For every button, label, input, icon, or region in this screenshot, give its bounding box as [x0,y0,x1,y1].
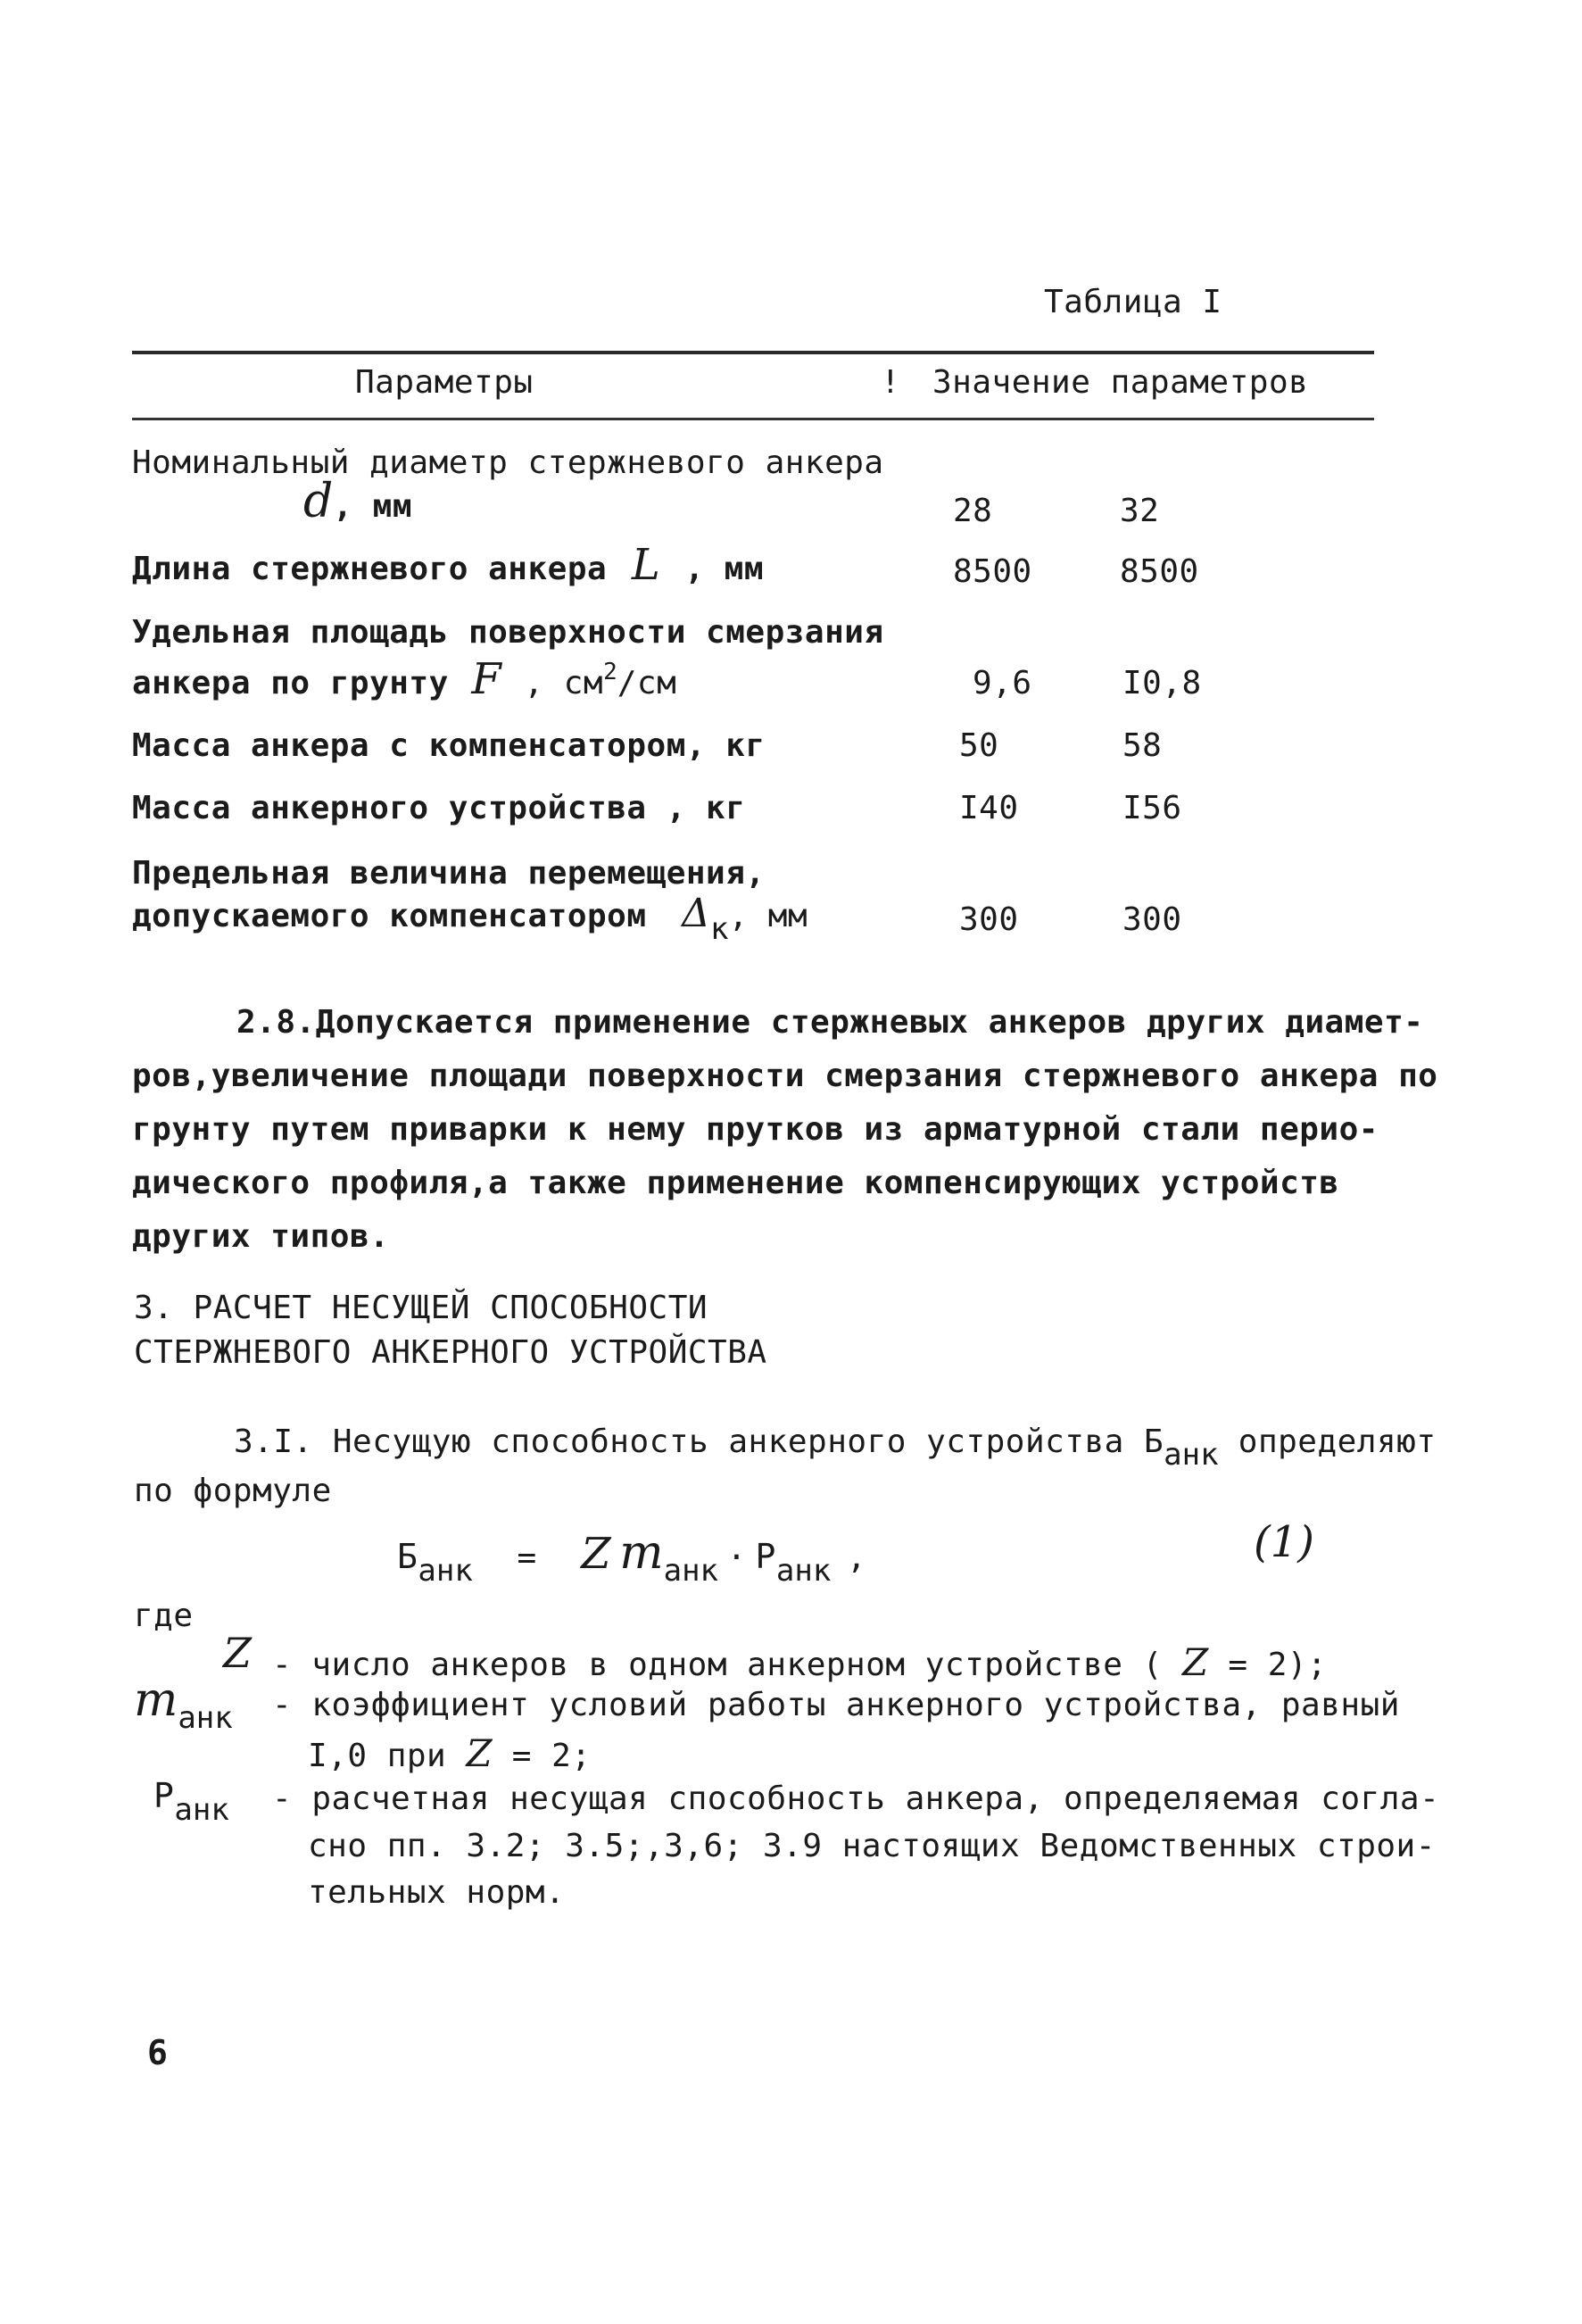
page-number: 6 [147,2033,169,2072]
row-device-mass-value-2: I56 [1122,790,1182,826]
para-3-1-text-a: 3.I. Несущую способность анкерного устройства Б [234,1423,1164,1460]
diameter-symbol: d [303,475,334,528]
para-2-8-line-3: грунту путем приварки к нему прутков из арматурной стали перио- [132,1111,1379,1148]
table-top-rule [132,351,1374,354]
row-diameter-unit-line [303,475,412,528]
where-p-desc-line-2: сно пп. 3.2; 3.5;,3,6; 3.9 настоящих Ведомственных строи- [308,1828,1436,1864]
where-p-symbol: P [153,1776,175,1815]
where-z-desc-a: - число анкеров в одном анкерном устройстве ( [272,1647,1182,1683]
where-m-symbol-group [134,1673,233,1736]
where-m-sub: анк [178,1700,233,1736]
where-m-desc-2-symbol: Z [466,1731,493,1775]
formula-p-sub: анк [775,1553,832,1589]
where-p-desc-line-1: - расчетная несущая способность анкера, определяемая согла- [272,1780,1440,1817]
row-displacement-value-2: 300 [1122,901,1182,938]
row-area-value-1: 9,6 [973,665,1032,701]
area-unit-a: , см [524,665,604,701]
formula-z: Z [581,1529,611,1579]
where-m-desc-line-2 [308,1731,591,1775]
formula-equals: = [517,1540,537,1576]
where-m-desc-2a: I,0 при [308,1738,467,1774]
row-area-value-2: I0,8 [1122,665,1202,701]
where-m-symbol: m [134,1673,178,1727]
row-length-label: Длина стержневого анкера [132,551,608,587]
row-diameter-label: Номинальный диаметр стержневого анкера [132,444,884,481]
row-diameter-value-1: 28 [953,493,993,529]
para-3-1-sub: анк [1164,1437,1219,1473]
para-3-1-line-2: по формуле [134,1473,332,1509]
formula-p: P [755,1537,776,1576]
row-area-line2 [132,654,676,704]
table-header-params: Параметры [355,364,534,401]
area-unit-sup: 2 [603,659,617,685]
area-unit-b: /см [617,665,677,701]
table-header-separator: ! [881,364,901,401]
length-symbol: L [631,540,660,590]
row-displacement-line2 [132,891,808,947]
table-header-rule [132,418,1374,420]
para-2-8-line-1: 2.8.Допускается применение стержневых анкеров других диамет- [236,1004,1424,1041]
para-2-8-line-2: ров,увеличение площади поверхности смерзания стержневого анкера по [132,1058,1438,1094]
formula-m-sub: анк [663,1553,719,1589]
para-2-8-line-5: других типов. [132,1218,390,1255]
formula-dot: · [726,1540,747,1576]
row-length-value-2: 8500 [1120,553,1199,590]
displacement-symbol: Δ [682,891,710,936]
section-3-heading-line-2: СТЕРЖНЕВОГО АНКЕРНОГО УСТРОЙСТВА [134,1334,767,1371]
row-displacement-label-2: допускаемого компенсатором [132,898,647,934]
row-displacement-value-1: 300 [959,901,1019,938]
row-area-label-2: анкера по грунту [132,665,449,701]
where-p-sub: анк [174,1792,229,1828]
formula-lhs: Б [397,1537,418,1576]
section-3-heading-line-1: 3. РАСЧЕТ НЕСУЩЕЙ СПОСОБНОСТИ [134,1290,708,1326]
para-3-1-text-b: определяют [1218,1423,1437,1460]
row-diameter-value-2: 32 [1120,493,1160,529]
row-device-mass-value-1: I40 [959,790,1019,826]
formula-number: (1) [1254,1517,1314,1567]
formula-comma: , [846,1540,867,1576]
para-2-8-line-4: дического профиля,а также применение компенсирующих устройств [132,1165,1339,1201]
row-anchor-mass-value-2: 58 [1122,727,1163,764]
where-z-desc-symbol: Z [1182,1640,1209,1684]
where-p-symbol-group [153,1776,229,1828]
row-displacement-label: Предельная величина перемещения, [132,855,766,892]
where-m-desc-line-1: - коэффициент условий работы анкерного устройства, равный [272,1687,1400,1723]
row-area-label: Удельная площадь поверхности смерзания [132,614,884,651]
row-length-value-1: 8500 [953,553,1032,590]
where-z-symbol: Z [223,1629,252,1677]
formula-m: m [619,1526,664,1580]
where-z-desc-b: = 2); [1208,1647,1328,1683]
where-p-desc-line-3: тельных норм. [308,1874,566,1911]
row-anchor-mass-value-1: 50 [959,727,999,764]
displacement-unit: , мм [728,898,808,934]
table-header-values: Значение параметров [932,364,1309,401]
formula-lhs-sub: анк [418,1553,473,1589]
diameter-unit: , мм [333,488,412,525]
table-caption: Таблица I [1044,284,1222,320]
row-length [132,540,764,590]
row-anchor-mass-label: Масса анкера с компенсатором, кг [132,727,766,764]
where-z-description [272,1640,1327,1684]
where-m-desc-2b: = 2; [492,1738,592,1774]
area-symbol: F [471,654,501,704]
length-unit: , мм [684,551,765,587]
where-label: где [134,1598,194,1634]
formula-1 [397,1526,867,1589]
row-device-mass-label: Масса анкерного устройства , кг [132,790,746,826]
para-3-1-line-1 [234,1423,1437,1473]
displacement-symbol-sub: к [709,911,729,947]
